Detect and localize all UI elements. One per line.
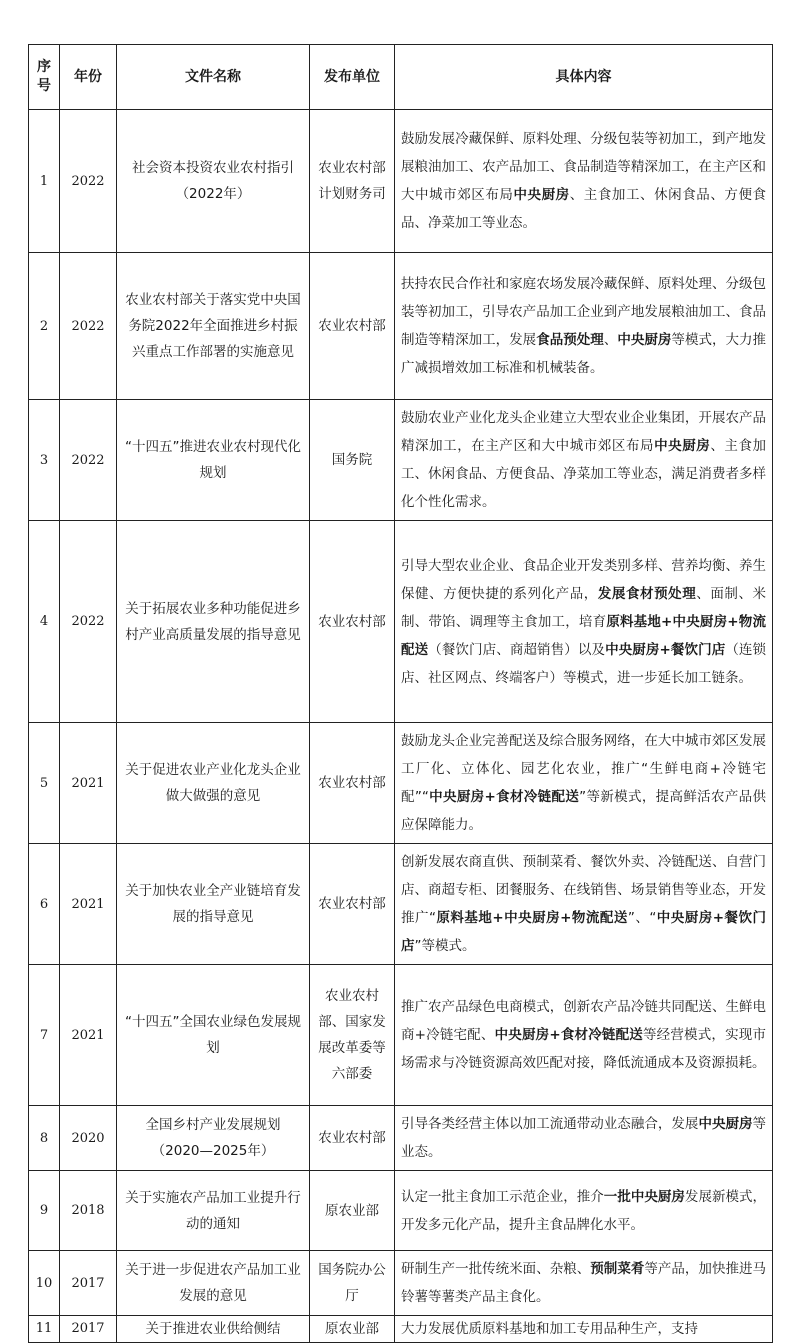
issuing-unit: 原农业部 (310, 1171, 395, 1251)
highlighted-term: 食品预处理 (536, 332, 604, 348)
header-content: 具体内容 (395, 45, 773, 110)
issuing-unit: 农业农村部计划财务司 (310, 110, 395, 253)
issuing-unit: 农业农村部 (310, 521, 395, 723)
header-no: 序号 (29, 45, 60, 110)
content-text: ”、“ (627, 910, 657, 926)
issuing-unit: 农业农村部 (310, 844, 395, 965)
content-cell (395, 110, 773, 253)
content-text: 推广农产品绿色电商模式，创新农产品冷链共同配送、生鲜电商+冷链宅配、 (401, 999, 766, 1043)
table-row (29, 521, 773, 723)
row-year: 2018 (60, 1171, 117, 1251)
content-text: 大力发展优质原料基地和加工专用品种生产，支持 (401, 1320, 698, 1337)
policy-table (28, 44, 773, 1343)
content-cell (395, 521, 773, 723)
row-year: 2017 (60, 1251, 117, 1316)
issuing-unit: 农业农村部 (310, 253, 395, 400)
content-text: 引导各类经营主体以加工流通带动业态融合，发展 (401, 1116, 699, 1132)
content-text: 等业态。 (401, 1116, 767, 1160)
content-text: 扶持农民合作社和家庭农场发展冷藏保鲜、原料处理、分级包装等初加工，引导农产品加工企业到产地发展粮油加工、食品制造等精深加工，发展 (401, 276, 766, 348)
table-row (29, 400, 773, 521)
content-cell (395, 965, 773, 1106)
content-text: 发展新模式，开发多元化产品，提升主食品牌化水平。 (401, 1188, 767, 1233)
header-year: 年份 (60, 45, 117, 110)
row-year: 2022 (60, 521, 117, 723)
row-year: 2022 (60, 110, 117, 253)
highlighted-term: 中央厨房 (654, 438, 711, 454)
header-row (29, 45, 773, 110)
content-cell (395, 723, 773, 844)
highlighted-term: 中央厨房 (513, 187, 570, 203)
issuing-unit: 农业农村部 (310, 1106, 395, 1171)
row-year: 2022 (60, 400, 117, 521)
document-name: 关于拓展农业多种功能促进乡村产业高质量发展的指导意见 (117, 521, 310, 723)
highlighted-term: 中央厨房+食材冷链配送 (428, 789, 580, 805)
document-name: 社会资本投资农业农村指引（2022年） (117, 110, 310, 253)
issuing-unit: 农业农村部、国家发展改革委等六部委 (310, 965, 395, 1106)
issuing-unit: 农业农村部 (310, 723, 395, 844)
content-text: 等经营模式，实现市场需求与冷链资源高效匹配对接，降低流通成本及资源损耗。 (401, 1027, 766, 1071)
content-text: 研制生产一批传统米面、杂粮、 (401, 1261, 591, 1277)
content-text: 鼓励龙头企业完善配送及综合服务网络，在大中城市郊区发展工厂化、立体化、园艺化农业，推广“生鲜电商+冷链宅配”“ (401, 733, 766, 805)
highlighted-term: 原料基地+中央厨房+物流配送 (401, 613, 766, 658)
table-row (29, 723, 773, 844)
row-year: 2021 (60, 723, 117, 844)
row-year: 2020 (60, 1106, 117, 1171)
table-row (29, 110, 773, 253)
highlighted-term: 发展食材预处理 (597, 585, 697, 602)
header-name: 文件名称 (117, 45, 310, 110)
content-text: 鼓励农业产业化龙头企业建立大型农业企业集团，开展农产品精深加工，在主产区和大中城市郊区布局 (401, 410, 766, 454)
content-text: 等模式，大力推广减损增效加工标准和机械装备。 (401, 332, 767, 376)
table-row (29, 1171, 773, 1251)
row-number: 9 (29, 1171, 60, 1251)
row-number: 8 (29, 1106, 60, 1171)
content-text: （餐饮门店、商超销售）以及 (428, 641, 606, 658)
issuing-unit: 原农业部 (310, 1316, 395, 1343)
content-text: 鼓励发展冷藏保鲜、原料处理、分级包装等初加工，到产地发展粮油加工、农产品加工、食品制造等精深加工，在主产区和大中城市郊区布局 (401, 131, 766, 203)
content-text: 、 (603, 332, 618, 348)
content-cell (395, 844, 773, 965)
document-name: 全国乡村产业发展规划（2020—2025年） (117, 1106, 310, 1171)
highlighted-term: 中央厨房+食材冷链配送 (494, 1027, 643, 1043)
document-name: 关于加快农业全产业链培育发展的指导意见 (117, 844, 310, 965)
row-number: 3 (29, 400, 60, 521)
row-year: 2022 (60, 253, 117, 400)
table-row (29, 1251, 773, 1316)
row-number: 4 (29, 521, 60, 723)
content-text: 、主食加工、休闲食品、方便食品、净菜加工等业态，满足消费者多样化个性化需求。 (401, 438, 767, 510)
row-number: 11 (29, 1316, 60, 1343)
table-row (29, 965, 773, 1106)
content-text: 认定一批主食加工示范企业，推介 (401, 1188, 604, 1205)
document-name: 农业农村部关于落实党中央国务院2022年全面推进乡村振兴重点工作部署的实施意见 (117, 253, 310, 400)
content-cell (395, 253, 773, 400)
row-number: 10 (29, 1251, 60, 1316)
document-name: 关于推进农业供给侧结 (117, 1316, 310, 1343)
row-number: 6 (29, 844, 60, 965)
row-number: 1 (29, 110, 60, 253)
content-text: 等产品，加快推进马铃薯等薯类产品主食化。 (401, 1261, 767, 1305)
highlighted-term: 中央厨房 (617, 332, 672, 348)
row-year: 2017 (60, 1316, 117, 1343)
row-number: 2 (29, 253, 60, 400)
row-year: 2021 (60, 965, 117, 1106)
content-cell (395, 1171, 773, 1251)
table-row (29, 844, 773, 965)
row-year: 2021 (60, 844, 117, 965)
content-text: 引导大型农业企业、食品企业开发类别多样、营养均衡、养生保健、方便快捷的系列化产品， (401, 557, 766, 602)
content-text: 、主食加工、休闲食品、方便食品、净菜加工等业态。 (401, 187, 767, 231)
issuing-unit: 国务院办公厅 (310, 1251, 395, 1316)
content-text: 创新发展农商直供、预制菜肴、餐饮外卖、冷链配送、自营门店、商超专柜、团餐服务、在线销售、场景销售等业态，开发推广“ (401, 854, 766, 926)
content-cell (395, 400, 773, 521)
content-text: （连锁店、社区网点、终端客户）等模式，进一步延长加工链条。 (401, 641, 767, 686)
document-name: 关于进一步促进农产品加工业发展的意见 (117, 1251, 310, 1316)
row-number: 7 (29, 965, 60, 1106)
highlighted-term: 中央厨房+餐饮门店 (605, 641, 726, 658)
content-text: 、面制、米制、带馅、调理等主食加工，培育 (401, 585, 767, 630)
content-cell (395, 1106, 773, 1171)
content-text: ”等新模式，提高鲜活农产品供应保障能力。 (401, 789, 766, 833)
content-cell (395, 1251, 773, 1316)
document-name: 关于实施农产品加工业提升行动的通知 (117, 1171, 310, 1251)
content-cell (395, 1316, 773, 1343)
row-number: 5 (29, 723, 60, 844)
highlighted-term: 中央厨房+餐饮门店 (401, 910, 767, 954)
highlighted-term: 中央厨房 (698, 1116, 753, 1132)
highlighted-term: 原料基地+中央厨房+物流配送 (435, 910, 628, 926)
highlighted-term: 一批中央厨房 (603, 1188, 685, 1205)
document-name: “十四五”全国农业绿色发展规划 (117, 965, 310, 1106)
header-unit: 发布单位 (310, 45, 395, 110)
document-name: “十四五”推进农业农村现代化规划 (117, 400, 310, 521)
document-name: 关于促进农业产业化龙头企业做大做强的意见 (117, 723, 310, 844)
table-row (29, 253, 773, 400)
highlighted-term: 预制菜肴 (590, 1261, 645, 1277)
table-row (29, 1106, 773, 1171)
issuing-unit: 国务院 (310, 400, 395, 521)
table-row (29, 1316, 773, 1343)
content-text: ”等模式。 (414, 938, 476, 954)
